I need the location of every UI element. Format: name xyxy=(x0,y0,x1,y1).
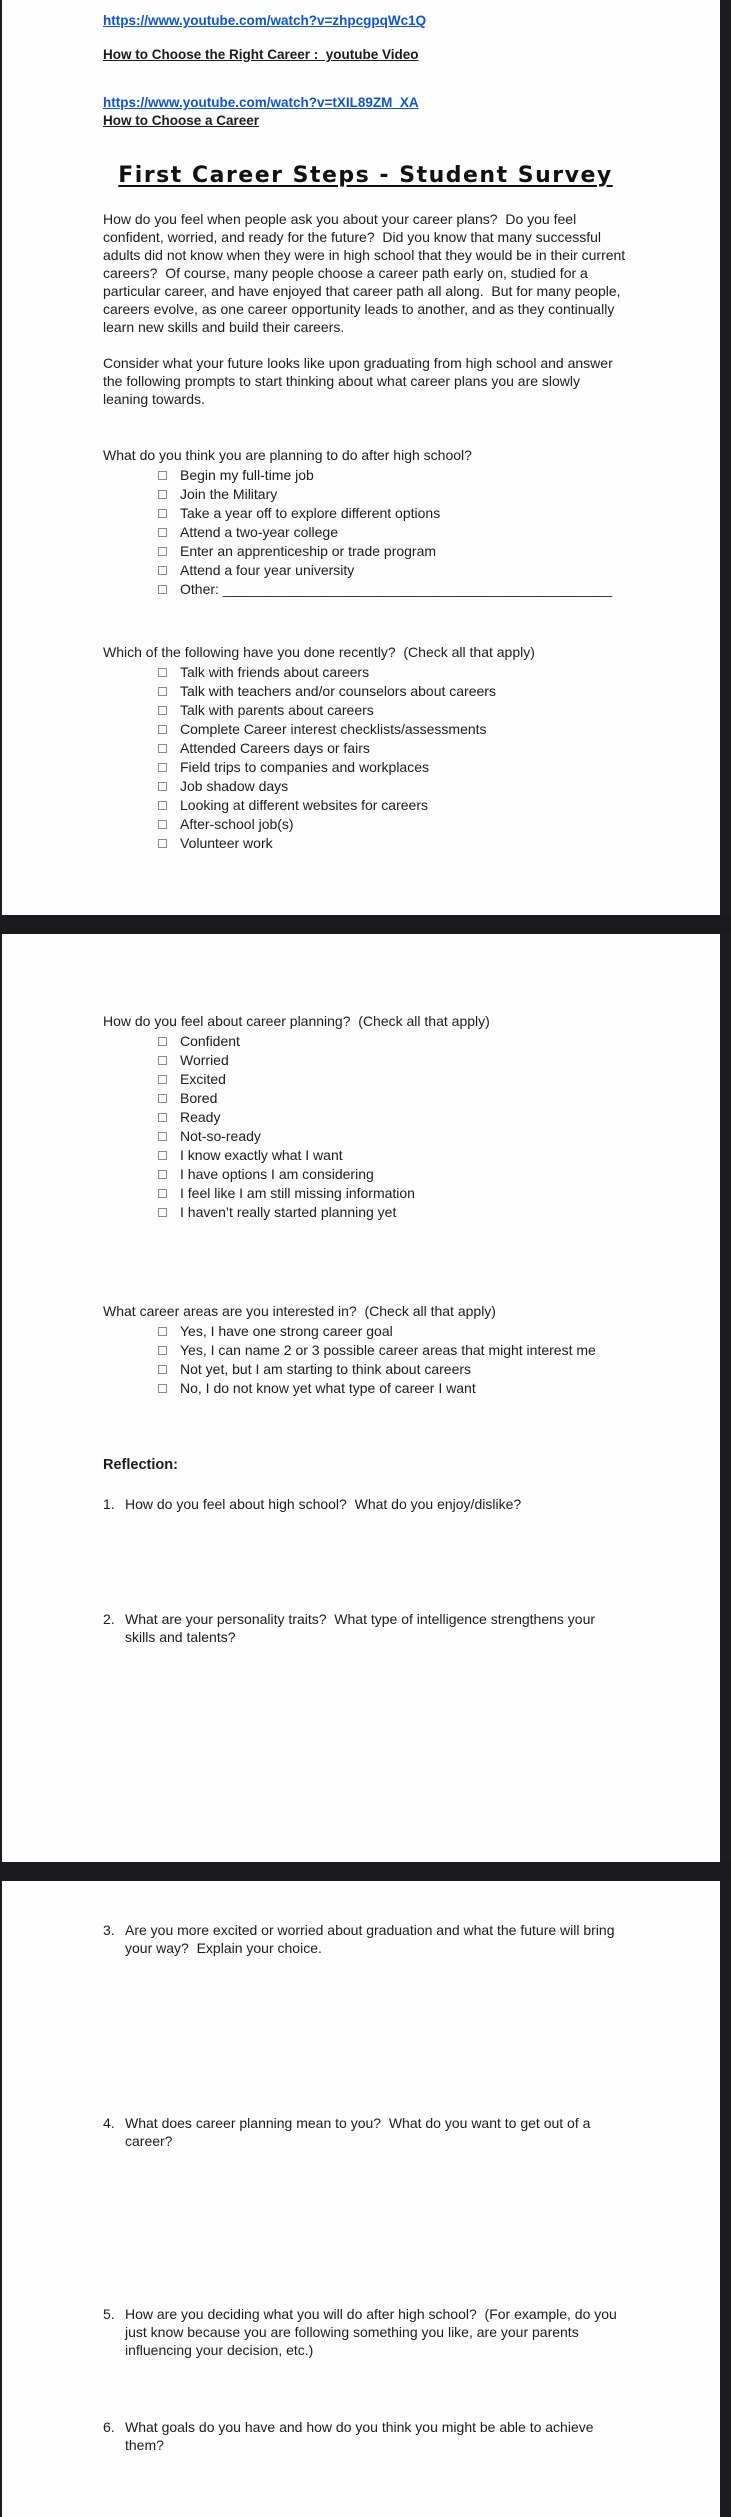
reflection-question-text: What goals do you have and how do you think you might be able to achieve them? xyxy=(125,2419,598,2453)
checkbox-option-label: Looking at different websites for careers xyxy=(180,797,428,813)
checkbox-option-label: Job shadow days xyxy=(180,778,289,794)
checkbox-option-label: Talk with parents about careers xyxy=(180,702,374,718)
reflection-question xyxy=(103,2305,628,2359)
checkbox-option-label: Not-so-ready xyxy=(180,1128,261,1144)
checkbox-option-row xyxy=(158,834,628,853)
checkbox-icon[interactable] xyxy=(158,820,167,829)
question-prompt: How do you feel about career planning? (Check all that apply) xyxy=(103,1013,490,1029)
checkbox-option-row xyxy=(158,542,628,561)
reflection-question-text: What are your personality traits? What type of intelligence strengthens your skills and talents? xyxy=(125,1611,599,1645)
reflection-questions-page3 xyxy=(103,1921,628,2454)
reflection-question-text: How do you feel about high school? What do you enjoy/dislike? xyxy=(125,1496,522,1512)
checkbox-option-row xyxy=(158,758,628,777)
checkbox-icon[interactable] xyxy=(158,1365,167,1374)
checkbox-options xyxy=(158,663,628,853)
reflection-question-text: Are you more excited or worried about graduation and what the future will bring your way? Explain your choice. xyxy=(125,1922,619,1956)
page-break-bar xyxy=(0,915,731,934)
checkbox-option-row xyxy=(158,1379,628,1398)
checkbox-option-label: Talk with friends about careers xyxy=(180,664,370,680)
checkbox-icon[interactable] xyxy=(158,1327,167,1336)
checkbox-option-row xyxy=(158,815,628,834)
checkbox-option-row xyxy=(158,1089,628,1108)
question-prompt: What career areas are you interested in? (Check all that apply) xyxy=(103,1303,496,1319)
question-prompt: What do you think you are planning to do after high school? xyxy=(103,447,472,463)
question-done-recently xyxy=(103,643,628,853)
reflection-question xyxy=(103,1921,628,1957)
reflection-question-number: 1. xyxy=(103,1496,115,1512)
checkbox-option-row xyxy=(158,663,628,682)
checkbox-option-label: I feel like I am still missing information xyxy=(180,1185,415,1201)
reflection-question-number: 2. xyxy=(103,1611,115,1627)
checkbox-option-row xyxy=(158,796,628,815)
checkbox-icon[interactable] xyxy=(158,725,167,734)
checkbox-option-row xyxy=(158,1341,628,1360)
checkbox-option-row xyxy=(158,1360,628,1379)
reflection-question-text: How are you deciding what you will do after high school? (For example, do you just know because you are following something you like, are your parents influencing your decision, etc.) xyxy=(125,2306,621,2358)
checkbox-option-row xyxy=(158,777,628,796)
checkbox-option-row xyxy=(158,1127,628,1146)
checkbox-option-label: Field trips to companies and workplaces xyxy=(180,759,430,775)
checkbox-option-row xyxy=(158,1203,628,1222)
reflection-heading: Reflection: xyxy=(103,1457,178,1473)
reflection-question-number: 5. xyxy=(103,2306,115,2322)
checkbox-option-label: Worried xyxy=(180,1052,229,1068)
reflection-question-text: What does career planning mean to you? What do you want to get out of a career? xyxy=(125,2115,595,2149)
checkbox-option-label: Attend a four year university xyxy=(180,562,355,578)
checkbox-icon[interactable] xyxy=(158,1346,167,1355)
checkbox-icon[interactable] xyxy=(158,1151,167,1160)
checkbox-icon[interactable] xyxy=(158,706,167,715)
question-plans-after-high-school xyxy=(103,446,628,599)
checkbox-icon[interactable] xyxy=(158,687,167,696)
page-title: First Career Steps - Student Survey xyxy=(118,163,613,188)
youtube-link-2-caption[interactable]: How to Choose a Career xyxy=(103,113,260,128)
checkbox-option-label: Attended Careers days or fairs xyxy=(180,740,370,756)
checkbox-option-row xyxy=(158,701,628,720)
reflection-question-number: 6. xyxy=(103,2419,115,2435)
checkbox-option-label: Volunteer work xyxy=(180,835,273,851)
checkbox-option-row xyxy=(158,523,628,542)
reflection-question-number: 3. xyxy=(103,1922,115,1938)
checkbox-option-row xyxy=(158,580,628,599)
intro-paragraph-2: Consider what your future looks like upon graduating from high school and answer the following prompts to start thinking about what career plans you are slowly leaning towards. xyxy=(103,355,617,407)
checkbox-icon[interactable] xyxy=(158,668,167,677)
checkbox-option-label: Begin my full-time job xyxy=(180,467,314,483)
reflection-question xyxy=(103,1610,628,1646)
checkbox-option-label: Excited xyxy=(180,1071,226,1087)
question-prompt: Which of the following have you done recently? (Check all that apply) xyxy=(103,644,535,660)
checkbox-icon[interactable] xyxy=(158,1094,167,1103)
checkbox-option-label: Join the Military xyxy=(180,486,278,502)
checkbox-option-row xyxy=(158,1184,628,1203)
doc-page-3 xyxy=(2,1881,720,2517)
checkbox-option-label: Complete Career interest checklists/assessments xyxy=(180,721,487,737)
checkbox-icon[interactable] xyxy=(158,801,167,810)
checkbox-option-row xyxy=(158,1146,628,1165)
reflection-question xyxy=(103,2114,628,2150)
checkbox-option-label: Yes, I have one strong career goal xyxy=(180,1323,393,1339)
checkbox-option-label: Confident xyxy=(180,1033,240,1049)
checkbox-icon[interactable] xyxy=(158,1037,167,1046)
checkbox-option-row xyxy=(158,1165,628,1184)
checkbox-icon[interactable] xyxy=(158,1170,167,1179)
checkbox-option-label: Bored xyxy=(180,1090,218,1106)
checkbox-option-label: I haven’t really started planning yet xyxy=(180,1204,397,1220)
checkbox-option-row xyxy=(158,466,628,485)
checkbox-option-label: Not yet, but I am starting to think about careers xyxy=(180,1361,472,1377)
checkbox-option-row xyxy=(158,739,628,758)
checkbox-options xyxy=(158,1322,628,1398)
checkbox-option-row xyxy=(158,682,628,701)
question-feel-about-planning xyxy=(103,1012,628,1222)
checkbox-icon[interactable] xyxy=(158,782,167,791)
checkbox-option-row xyxy=(158,720,628,739)
checkbox-option-label: Attend a two-year college xyxy=(180,524,338,540)
doc-page-2 xyxy=(2,934,720,1862)
reflection-question-number: 4. xyxy=(103,2115,115,2131)
checkbox-option-label: No, I do not know yet what type of career I want xyxy=(180,1380,476,1396)
checkbox-option-label: Other: __________________________________________________ xyxy=(180,581,613,597)
checkbox-icon[interactable] xyxy=(158,471,167,480)
checkbox-icon[interactable] xyxy=(158,744,167,753)
checkbox-icon[interactable] xyxy=(158,1208,167,1217)
checkbox-icon[interactable] xyxy=(158,585,167,594)
checkbox-option-label: Take a year off to explore different options xyxy=(180,505,441,521)
checkbox-option-row xyxy=(158,1108,628,1127)
checkbox-icon[interactable] xyxy=(158,763,167,772)
reflection-question xyxy=(103,1495,628,1513)
question-career-areas-interest xyxy=(103,1302,628,1398)
checkbox-icon[interactable] xyxy=(158,528,167,537)
checkbox-icon[interactable] xyxy=(158,839,167,848)
checkbox-icon[interactable] xyxy=(158,566,167,575)
checkbox-option-label: I know exactly what I want xyxy=(180,1147,343,1163)
checkbox-icon[interactable] xyxy=(158,1056,167,1065)
page-break-bar xyxy=(0,1862,731,1881)
youtube-link-2[interactable]: https://www.youtube.com/watch?v=tXIL89ZM_XA xyxy=(103,95,419,110)
checkbox-icon[interactable] xyxy=(158,1132,167,1141)
checkbox-icon[interactable] xyxy=(158,1384,167,1393)
checkbox-option-label: After-school job(s) xyxy=(180,816,294,832)
checkbox-options xyxy=(158,466,628,599)
checkbox-icon[interactable] xyxy=(158,547,167,556)
intro-paragraph-1: How do you feel when people ask you about your career plans? Do you feel confident, worried, and ready for the future? Did you know that many successful adults did not know when they were in high school that they would be in their current careers? Of course, many people choose a career path early on, studied for a particular career, and have enjoyed that career path all along. But for many people, careers evolve, as one career opportunity leads to another, and as they continually learn new skills and build their careers. xyxy=(103,211,630,335)
checkbox-option-row xyxy=(158,1032,628,1051)
reflection-questions-page2 xyxy=(103,1495,628,1646)
checkbox-option-label: Yes, I can name 2 or 3 possible career areas that might interest me xyxy=(180,1342,596,1358)
checkbox-option-label: Ready xyxy=(180,1109,221,1125)
checkbox-option-row xyxy=(158,1322,628,1341)
checkbox-option-label: Talk with teachers and/or counselors about careers xyxy=(180,683,496,699)
checkbox-icon[interactable] xyxy=(158,509,167,518)
checkbox-option-label: Enter an apprenticeship or trade program xyxy=(180,543,437,559)
checkbox-options xyxy=(158,1032,628,1222)
checkbox-icon[interactable] xyxy=(158,1075,167,1084)
doc-page-1 xyxy=(2,0,720,915)
reflection-question xyxy=(103,2418,628,2454)
video-resource-2 xyxy=(103,94,628,130)
checkbox-option-label: I have options I am considering xyxy=(180,1166,374,1182)
checkbox-option-row xyxy=(158,561,628,580)
checkbox-icon[interactable] xyxy=(158,490,167,499)
youtube-link-1-caption[interactable]: How to Choose the Right Career : youtube Video xyxy=(103,47,419,62)
checkbox-option-row xyxy=(158,485,628,504)
video-resource-1 xyxy=(103,12,628,64)
checkbox-icon[interactable] xyxy=(158,1189,167,1198)
checkbox-icon[interactable] xyxy=(158,1113,167,1122)
checkbox-option-row xyxy=(158,504,628,523)
checkbox-option-row xyxy=(158,1070,628,1089)
checkbox-option-row xyxy=(158,1051,628,1070)
youtube-link-1[interactable]: https://www.youtube.com/watch?v=zhpcgpqWc1Q xyxy=(103,13,427,28)
